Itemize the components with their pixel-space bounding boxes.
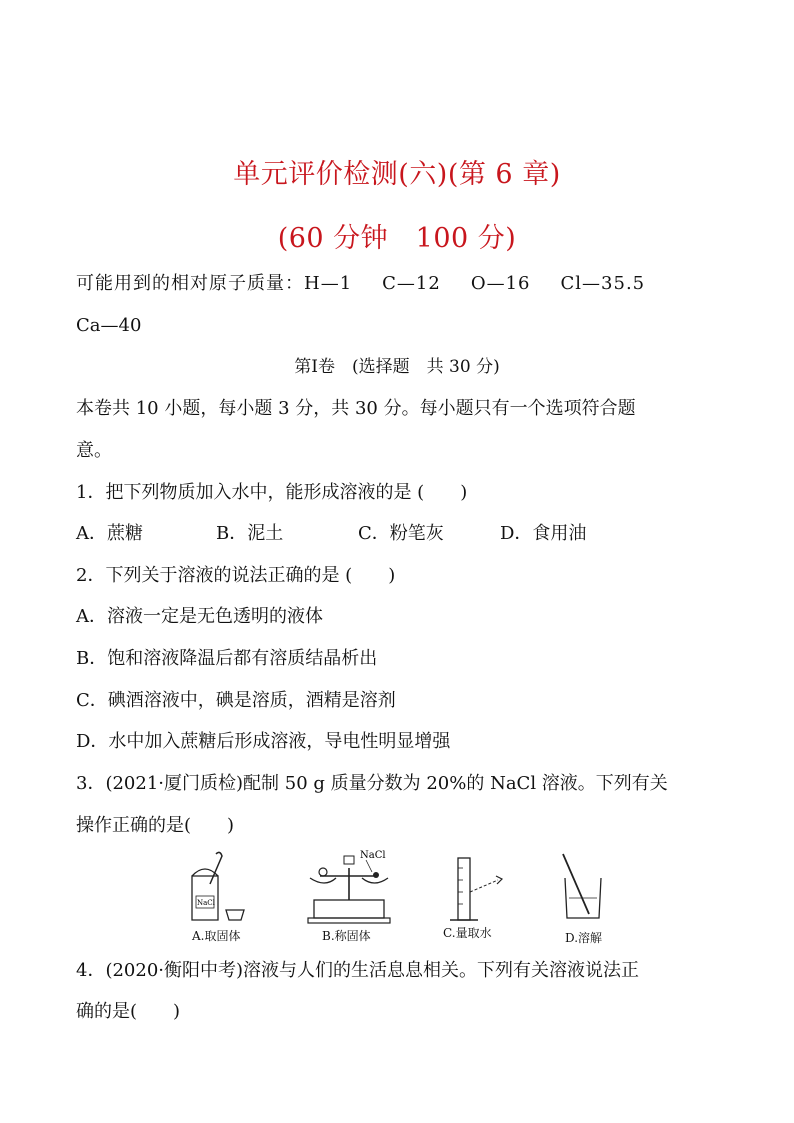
q2-option-a[interactable]: A．溶液一定是无色透明的液体 [76, 606, 323, 627]
mass-c: C—12 [382, 273, 441, 294]
mass-h: H—1 [304, 273, 353, 294]
question-3-stem-cont: 操作正确的是( ) [76, 815, 235, 836]
bottle-label: NaCl [197, 899, 215, 907]
question-1-stem: 1．把下列物质加入水中，能形成溶液的是 ( ) [76, 482, 468, 503]
figure-weigh-solid [300, 848, 400, 926]
figure-caption-c: C.量取水 [443, 926, 492, 940]
q1-option-a[interactable]: A．蔗糖 [76, 523, 143, 544]
figure-caption-b: B.称固体 [322, 929, 371, 943]
q1-option-c[interactable]: C．粉笔灰 [358, 523, 444, 544]
mass-cl: Cl—35.5 [560, 273, 646, 294]
section-instructions-cont: 意。 [76, 440, 112, 461]
question-2-stem: 2．下列关于溶液的说法正确的是 ( ) [76, 565, 396, 586]
balance-label: NaCl [360, 850, 386, 861]
q1-option-d[interactable]: D．食用油 [500, 523, 587, 544]
q2-option-d[interactable]: D．水中加入蔗糖后形成溶液，导电性明显增强 [76, 731, 451, 752]
question-4-stem-cont: 确的是( ) [76, 1001, 181, 1022]
mass-ca: Ca—40 [76, 315, 142, 336]
question-3-stem: 3．(2021·厦门质检)配制 50 g 质量分数为 20%的 NaCl 溶液。下列有关 [76, 773, 668, 794]
q2-option-b[interactable]: B．饱和溶液降温后都有溶质结晶析出 [76, 648, 378, 669]
atomic-mass-label: 可能用到的相对原子质量： [76, 273, 304, 294]
section-title: 第Ⅰ卷 (选择题 共 30 分) [294, 357, 500, 377]
figure-caption-d: D.溶解 [565, 931, 603, 945]
figure-take-solid [186, 848, 256, 926]
page-title: 单元评价检测(六)(第 6 章) [233, 159, 561, 190]
section-instructions: 本卷共 10 小题，每小题 3 分，共 30 分。每小题只有一个选项符合题 [76, 398, 636, 419]
figure-dissolve [555, 848, 615, 926]
figure-caption-a: A.取固体 [192, 929, 241, 943]
atomic-mass-line [76, 272, 645, 296]
q1-option-b[interactable]: B．泥土 [216, 523, 284, 544]
page-subtitle: (60 分钟 100 分) [277, 223, 517, 254]
mass-o: O—16 [470, 273, 531, 294]
question-1-options [76, 522, 586, 546]
figure-measure-water [440, 848, 510, 926]
question-4-stem: 4．(2020·衡阳中考)溶液与人们的生活息息相关。下列有关溶液说法正 [76, 960, 640, 981]
q2-option-c[interactable]: C．碘酒溶液中，碘是溶质，酒精是溶剂 [76, 690, 396, 711]
